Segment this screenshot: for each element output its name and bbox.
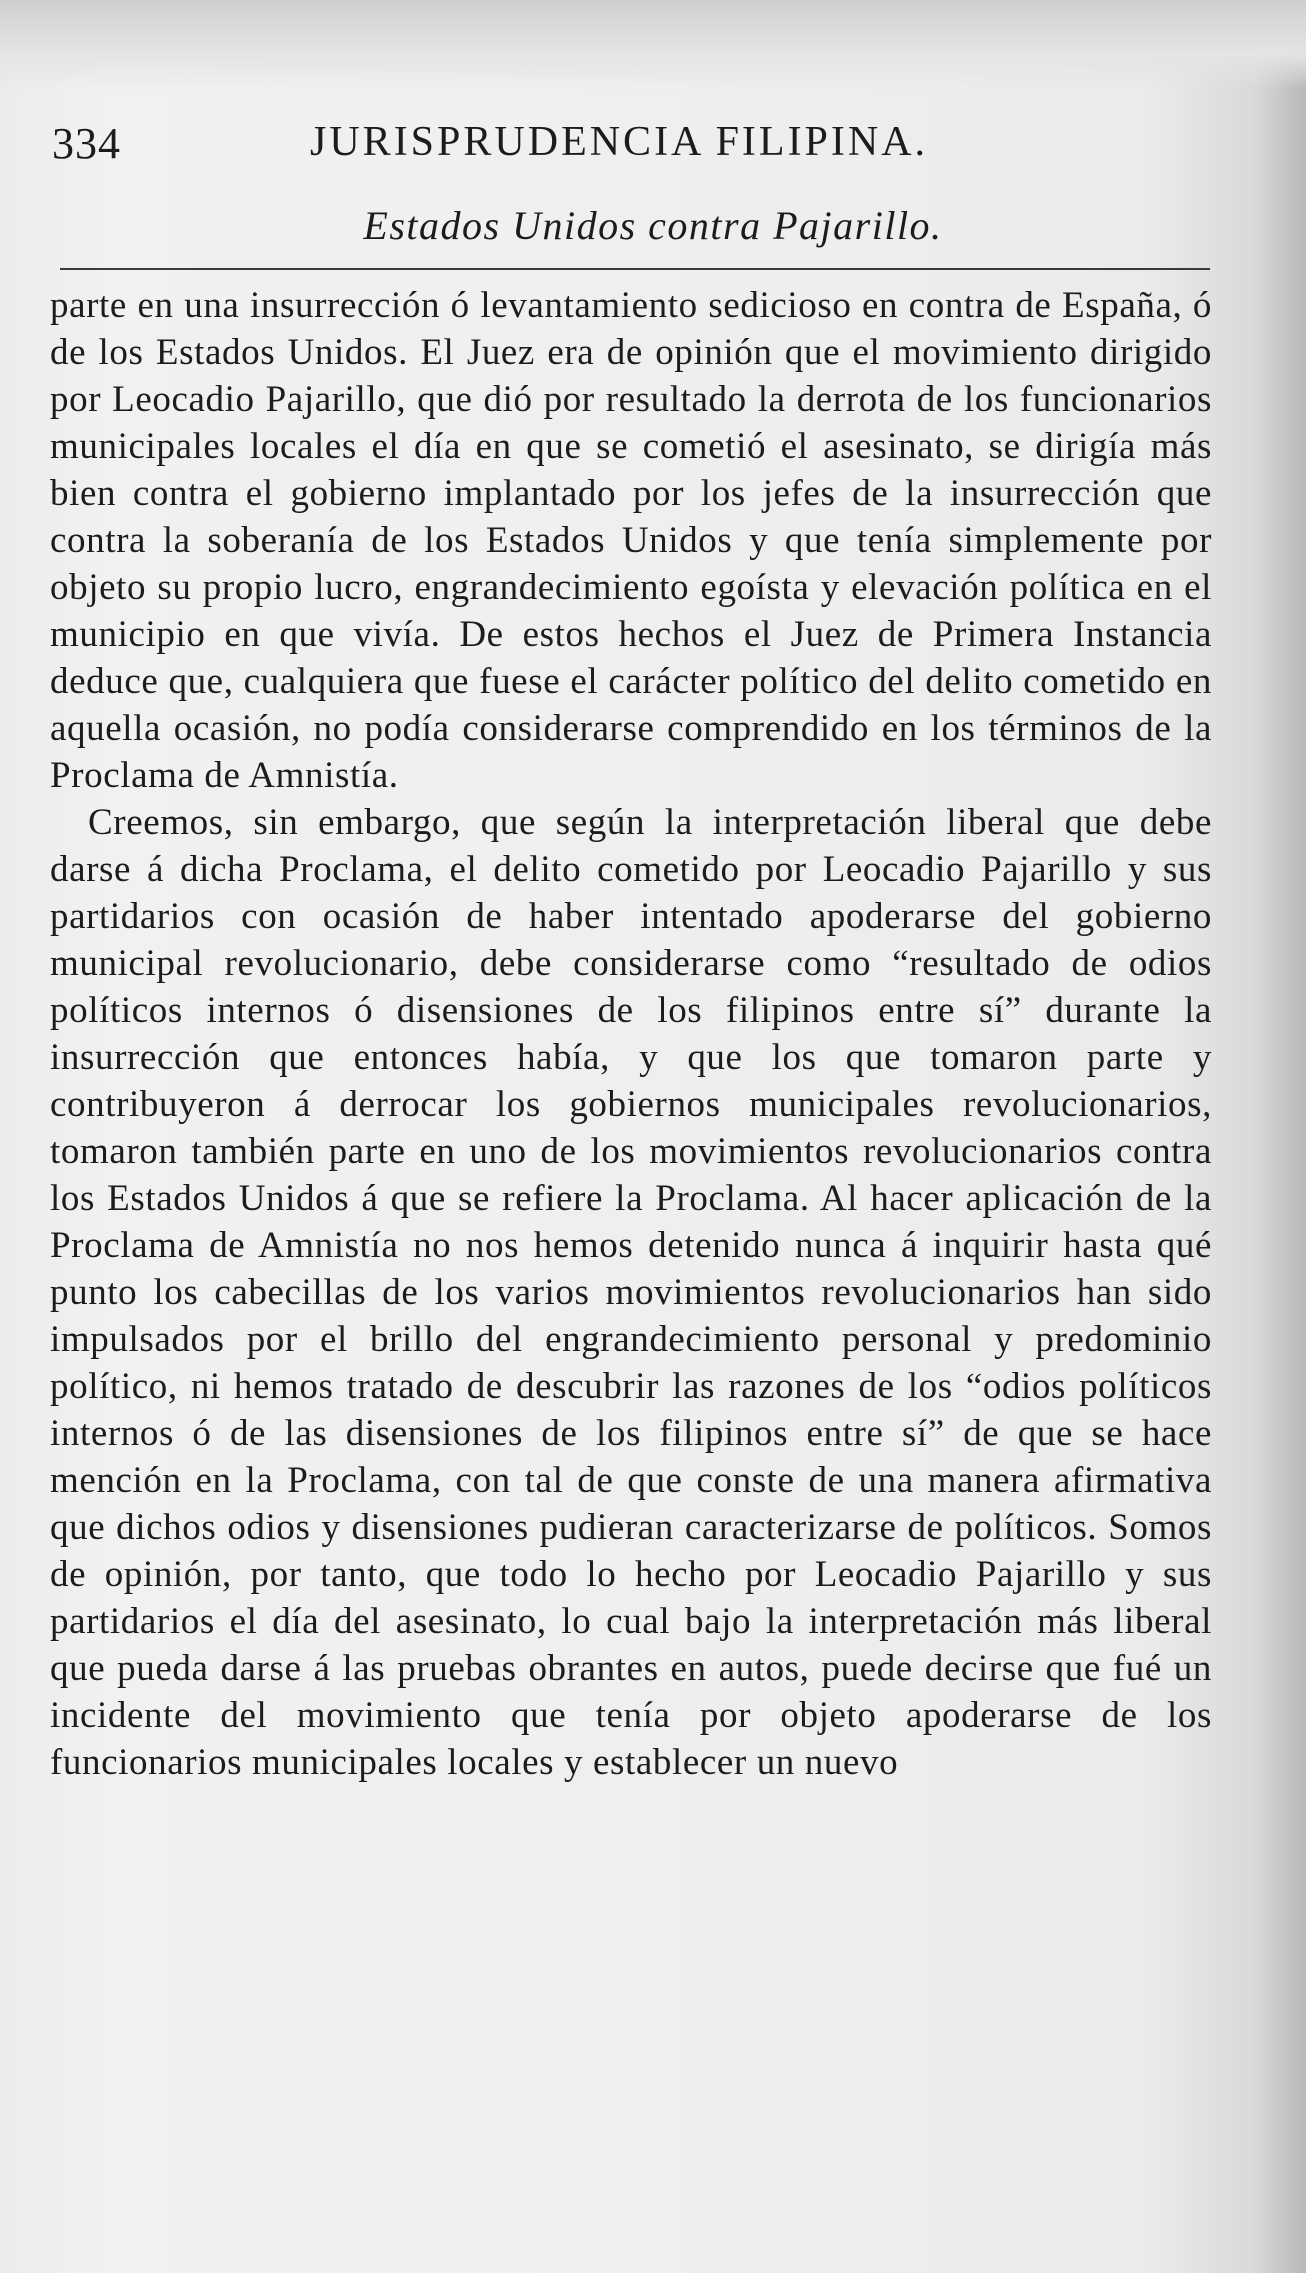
paragraph: Creemos, sin embargo, que según la interpretación liberal que debe darse á dicha Proclama, el delito cometido por Leocadio Pajarillo y sus partidarios con ocasión de haber intentado apoderarse del gobierno municipal revolucionario, debe considerarse como “resultado de odios políticos internos ó disensiones de los filipinos entre sí” durante la insurrección que entonces había, y que los que tomaron parte y contribuyeron á derrocar los gobiernos municipales revolucionarios, tomaron también parte en uno de los movimientos revolucionarios contra los Estados Unidos á que se refiere la Proclama. Al hacer aplicación de la Proclama de Amnistía no nos hemos detenido nunca á inquirir hasta qué punto los cabecillas de los varios movimientos revolucionarios han sido impulsados por el brillo del engrandecimiento personal y predominio político, ni hemos tratado de descubrir las razones de los “odios políticos internos ó de las disensiones de los filipinos entre sí” de que se hace mención en la Proclama, con tal de que conste de una manera afirmativa que dichos odios y disensiones pudieran caracterizarse de políticos. Somos de opinión, por tanto, que todo lo hecho por Leocadio Pajarillo y sus partidarios el día del asesinato, lo cual bajo la interpretación más liberal que pueda darse á las pruebas obrantes en autos, puede decirse que fué un incidente del movimiento que tenía por objeto apoderarse de los funcionarios municipales locales y establecer un nuevo (50, 802, 1212, 1783)
paragraph-continued: parte en una insurrección ó levantamiento sedicioso en contra de España, ó de los Estados Unidos. El Juez era de opinión que el movimiento dirigido por Leocadio Pajarillo, que dió por resultado la derrota de los funcionarios municipales locales el día en que se cometió el asesinato, se dirigía más bien contra el gobierno implantado por los jefes de la insurrección que contra la soberanía de los Estados Unidos y que tenía simplemente por objeto su propio lucro, engrandecimiento egoísta y elevación política en el municipio en que vivía. De estos hechos el Juez de Primera Instancia deduce que, cualquiera que fuese el carácter político del delito cometido en aquella ocasión, no podía considerarse comprendido en los términos de la Proclama de Amnistía. (50, 285, 1212, 796)
running-header (52, 118, 1202, 178)
case-title: Estados Unidos contra Pajarillo. (363, 203, 943, 248)
page-number: 334 (52, 119, 121, 168)
header-divider (60, 268, 1210, 270)
page-edge-shadow (0, 0, 1306, 90)
journal-title: JURISPRUDENCIA FILIPINA. (310, 119, 929, 165)
body-text (50, 282, 1212, 1786)
